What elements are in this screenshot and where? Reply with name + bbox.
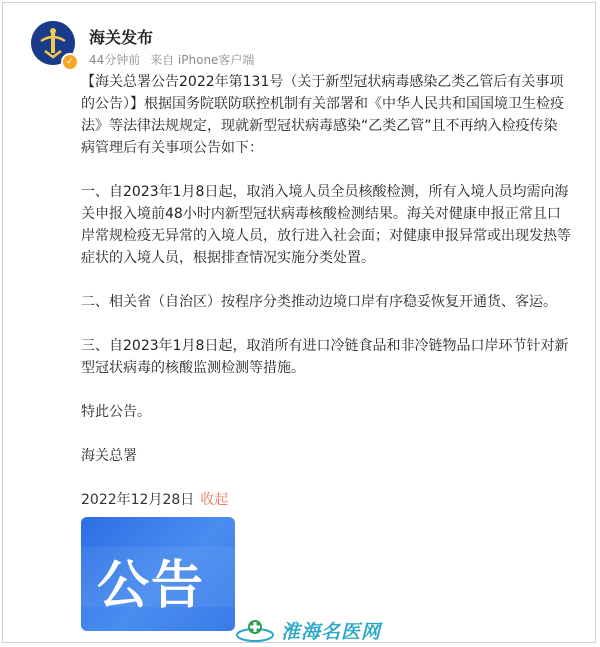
site-watermark xyxy=(235,615,381,645)
post-date: 2022年12月28日 xyxy=(81,492,195,508)
post-source: 来自 iPhone客户端 xyxy=(150,53,255,67)
post-paragraph-intro: 【海关总署公告2022年第131号（关于新型冠状病毒感染乙类乙管后有关事项的公告）】根据国务院联防联控机制有关部署和《中华人民共和国国境卫生检疫法》等法律法规规定，现就新型冠状病毒感染“乙类乙管”且不再纳入检疫传染病管理后有关事项公告如下： xyxy=(81,74,564,156)
watermark-text: 淮海名医网 xyxy=(281,620,382,643)
post-paragraph-signature: 海关总署 xyxy=(81,448,137,464)
collapse-link[interactable]: 收起 xyxy=(200,492,229,508)
weibo-post-card xyxy=(2,2,596,643)
post-paragraph-3: 三、自2023年1月8日起，取消所有进口冷链食品和非冷链物品口岸环节针对新型冠状病毒的核酸监测检测等措施。 xyxy=(81,338,569,376)
post-date-row xyxy=(81,489,228,509)
post-content xyxy=(81,71,571,489)
account-name[interactable]: 海关发布 xyxy=(89,28,154,47)
post-meta xyxy=(89,51,260,68)
post-time[interactable]: 44分钟前 xyxy=(89,53,141,67)
watermark-logo-icon xyxy=(235,617,275,643)
post-paragraph-1: 一、自2023年1月8日起，取消入境人员全员核酸检测，所有入境人员均需向海关申报入境前48小时内新型冠状病毒核酸检测结果。海关对健康申报正常且口岸常规检疫无异常的入境人员，放行进入社会面；对健康申报异常或出现发热等症状的入境人员，根据排查情况实施分类处置。 xyxy=(81,184,571,266)
notice-image-caption: 公告 xyxy=(97,556,206,616)
verified-badge-icon: ✓ xyxy=(61,53,79,71)
post-paragraph-2: 二、相关省（自治区）按程序分类推动边境口岸有序稳妥恢复开通货、客运。 xyxy=(81,294,557,310)
notice-image[interactable] xyxy=(81,517,235,631)
post-paragraph-closing: 特此公告。 xyxy=(81,404,151,420)
